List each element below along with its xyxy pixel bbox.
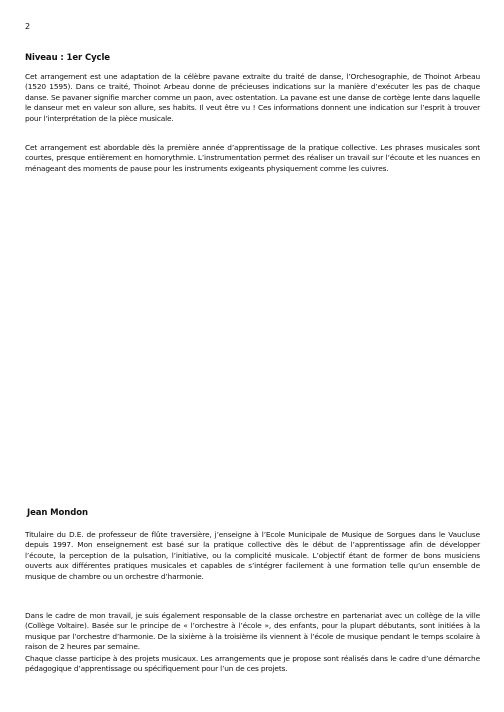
author-paragraph-3: Chaque classe participe à des projets musicaux. Les arrangements que je propose sont réalisés dans le cadre d’une démarche pédagogique d’apprentissage ou spécifiquement pour l’un de ces projets. [25,654,480,674]
author-paragraph-2: Dans le cadre de mon travail, je suis également responsable de la classe orchestre en partenariat avec un collège de la ville (Collège Voltaire). Basée sur le principe de « l’orchestre à l’école », des enfants, pour la plupart débutants, sont initiées à la musique par l’orchestre d’harmonie. De la sixième à la troisième ils viennent à l’école de musique pendant le temps scolaire à raison de 2 heures par semaine. [25,611,480,652]
level-paragraph-2: Cet arrangement est abordable dès la première année d’apprentissage de la pratique collective. Les phrases musicales sont courtes, presque entièrement en homorythmie. L’instrumentation permet des réaliser un travail sur l’écoute et les nuances en ménageant des moments de pause pour les instruments exigeants physiquement comme les cuivres. [25,143,480,173]
page-number: 2 [25,22,31,31]
author-paragraph-1: Titulaire du D.E. de professeur de flûte traversière, j’enseigne à l’Ecole Municipale de Musique de Sorgues dans le Vaucluse depuis 1997. Mon enseignement est basé sur la pratique collective dès le début de l’apprentissage afin de développer l’écoute, la perception de la pulsation, l’initiative, ou la complicité musicale. L’objectif étant de former de bons musiciens ouverts aux différentes pratiques musicales et capables de s’intégrer facilement à une formation telle qu’un ensemble de musique de chambre ou un orchestre d’harmonie. [25,530,480,581]
author-heading: Jean Mondon [27,508,88,518]
level-heading: Niveau : 1er Cycle [25,53,110,63]
level-paragraph-1: Cet arrangement est une adaptation de la célèbre pavane extraite du traité de danse, l’Orchesographie, de Thoinot Arbeau (1520 1595). Dans ce traité, Thoinot Arbeau donne de précieuses indications sur la manière d’exécuter les pas de chaque danse. Se pavaner signifie marcher comme un paon, avec ostentation. La pavane est une danse de cortège lente dans laquelle le danseur met en valeur son allure, ses habits. Il veut être vu ! Ces informations donnent une indication sur l’esprit à trouver pour l’interprétation de la pièce musicale. [25,72,480,123]
